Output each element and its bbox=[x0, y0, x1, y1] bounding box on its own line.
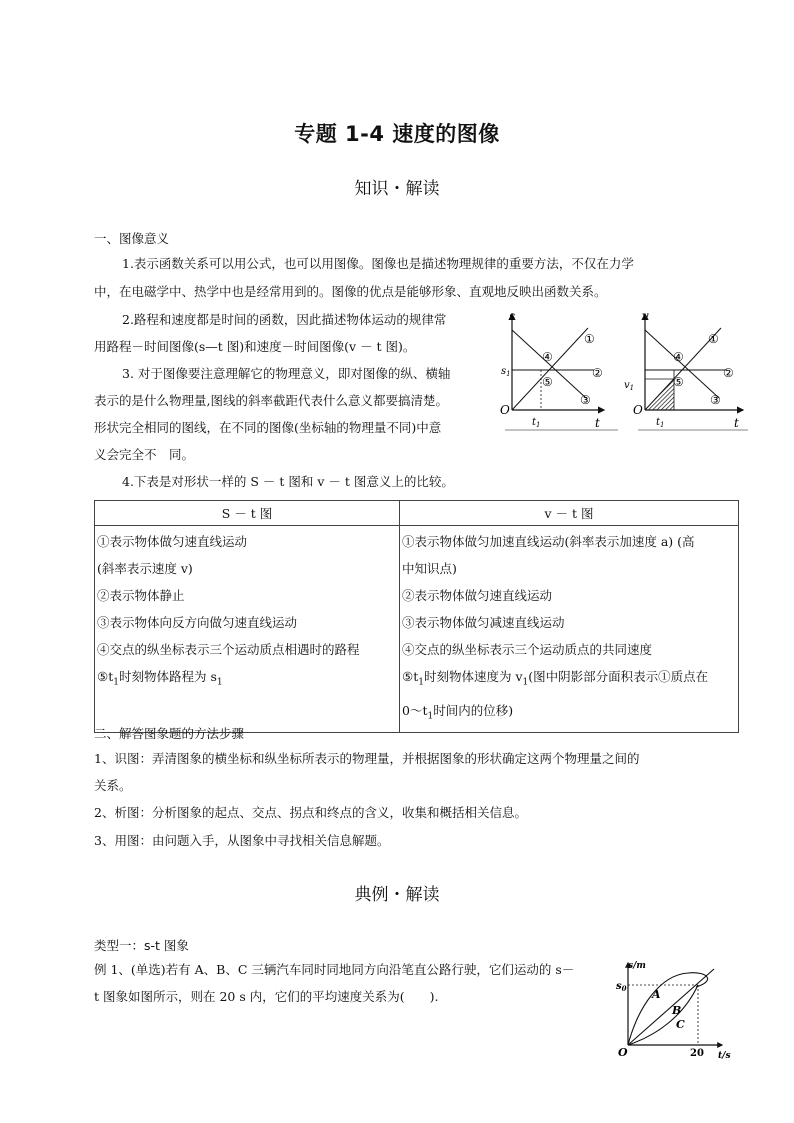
vt-graph bbox=[624, 309, 743, 430]
ex-t20: 20 bbox=[690, 1048, 704, 1059]
st-label-1: ① bbox=[584, 332, 595, 346]
st-row-5: $⑤t_1$时刻物体路程为 $s_1$ bbox=[97, 669, 223, 688]
st-origin: O bbox=[500, 403, 510, 417]
page-title: 专题 1-4 速度的图像 bbox=[294, 122, 500, 146]
st-label-5: ⑤ bbox=[542, 375, 553, 389]
vt-row-5b: $0\sim t_1$时间内的位移) bbox=[402, 702, 514, 721]
vt-label-5: ⑤ bbox=[673, 375, 684, 389]
st-label-3: ③ bbox=[580, 393, 591, 407]
vt-row-1b: 中知识点) bbox=[402, 561, 457, 576]
vt-label-1: ① bbox=[708, 332, 719, 346]
st-label-2: ② bbox=[592, 366, 603, 380]
vt-x-label: t bbox=[734, 416, 739, 430]
st-t1: $t_1$ bbox=[532, 417, 541, 429]
vt-label-3: ③ bbox=[710, 393, 721, 407]
example-q-line2: t 图象如图所示，则在 20 s 内，它们的平均速度关系为( ). bbox=[94, 989, 439, 1004]
example-type: 类型一：s-t 图象 bbox=[94, 938, 189, 953]
p3-line3: 形状完全相同的图线，在不同的图像(坐标轴的物理量不同)中意 bbox=[94, 420, 442, 435]
p3-line1: 3. 对于图像要注意理解它的物理意义，即对图像的纵、横轴 bbox=[122, 366, 451, 381]
st-row-1b: (斜率表示速度 v) bbox=[97, 561, 193, 576]
p3-line4: 义会完全不 同。 bbox=[94, 447, 195, 462]
p4-line1: 4.下表是对形状一样的 S － t 图和 v － t 图意义上的比较。 bbox=[122, 474, 454, 489]
st-label-4: ④ bbox=[542, 350, 553, 364]
example-heading: 典例・解读 bbox=[354, 885, 440, 905]
st-row-1: ①表示物体做匀速直线运动 bbox=[97, 534, 248, 549]
vt-origin: O bbox=[633, 403, 643, 417]
comparison-table bbox=[94, 500, 739, 733]
table-cell-st bbox=[95, 526, 400, 733]
vt-y-label: v bbox=[642, 309, 649, 323]
st-vt-graphs bbox=[500, 306, 750, 431]
st-x-label: t bbox=[595, 416, 600, 430]
p3-line2: 表示的是什么物理量,图线的斜率截距代表什么意义都要搞清楚。 bbox=[94, 393, 448, 408]
example-q-line1: 例 1、(单选)若有 A、B、C 三辆汽车同时同地同方向沿笔直公路行驶，它们运动的 s－ bbox=[94, 962, 575, 977]
st-row-3: ③表示物体向反方向做匀速直线运动 bbox=[97, 615, 298, 630]
ex-s0: $s_0$ bbox=[616, 981, 627, 993]
ex-x-label: t/s bbox=[718, 1051, 731, 1061]
p1-line2: 中，在电磁学中、热学中也是经常用到的。图像的优点是能够形象、直观地反映出函数关系。 bbox=[94, 284, 607, 299]
st-y-label: s bbox=[509, 309, 516, 323]
ex-label-c: C bbox=[676, 1018, 685, 1031]
ex-y-label: s/m bbox=[628, 961, 646, 971]
ex-label-b: B bbox=[672, 1004, 682, 1017]
st-graph bbox=[500, 309, 604, 430]
ex-line-b bbox=[628, 969, 714, 1045]
vt-label-4: ④ bbox=[673, 350, 684, 364]
vt-label-2: ② bbox=[723, 366, 734, 380]
vt-row-5: $⑤t_1$时刻物体速度为 $v_1$(图中阴影部分面积表示①质点在 bbox=[402, 669, 709, 688]
st-row-4: ④交点的纵坐标表示三个运动质点相遇时的路程 bbox=[97, 642, 360, 657]
s2-step3: 3、用图：由问题入手，从图象中寻找相关信息解题。 bbox=[94, 833, 390, 848]
ex-origin: O bbox=[618, 1046, 628, 1059]
vt-v1: $v_1$ bbox=[624, 380, 635, 392]
example-st-graph bbox=[614, 957, 734, 1062]
st-s1: $s_1$ bbox=[501, 366, 511, 378]
st-row-2: ②表示物体静止 bbox=[97, 588, 185, 603]
vt-row-1: ①表示物体做匀加速直线运动(斜率表示加速度 a) (高 bbox=[402, 534, 695, 549]
vt-t1: $t_1$ bbox=[656, 417, 665, 429]
s2-step1-line1: 1、识图：弄清图象的横坐标和纵坐标所表示的物理量，并根据图象的形状确定这两个物理量之间的 bbox=[94, 751, 640, 766]
knowledge-heading: 知识・解读 bbox=[354, 179, 440, 199]
ex-label-a: A bbox=[652, 988, 661, 1001]
section2-heading: 二、解答图象题的方法步骤 bbox=[94, 726, 245, 741]
s2-step1-line2: 关系。 bbox=[94, 778, 132, 793]
p2-line2: 用路程－时间图像(s—t 图)和速度－时间图像(v － t 图)。 bbox=[94, 339, 416, 354]
vt-row-4: ④交点的纵坐标表示三个运动质点的共同速度 bbox=[402, 642, 653, 657]
vt-row-2: ②表示物体做匀速直线运动 bbox=[402, 588, 553, 603]
p2-line1: 2.路程和速度都是时间的函数，因此描述物体运动的规律常 bbox=[122, 312, 447, 327]
section1-heading: 一、图像意义 bbox=[94, 231, 170, 246]
vt-row-3: ③表示物体做匀减速直线运动 bbox=[402, 615, 565, 630]
s2-step2: 2、析图：分析图象的起点、交点、拐点和终点的含义，收集和概括相关信息。 bbox=[94, 805, 527, 820]
p1-line1: 1.表示函数关系可以用公式，也可以用图像。图像也是描述物理规律的重要方法，不仅在力学 bbox=[122, 256, 634, 271]
table-header-vt: v － t 图 bbox=[400, 501, 739, 526]
table-cell-vt bbox=[400, 526, 739, 733]
table-header-st: S － t 图 bbox=[95, 501, 400, 526]
